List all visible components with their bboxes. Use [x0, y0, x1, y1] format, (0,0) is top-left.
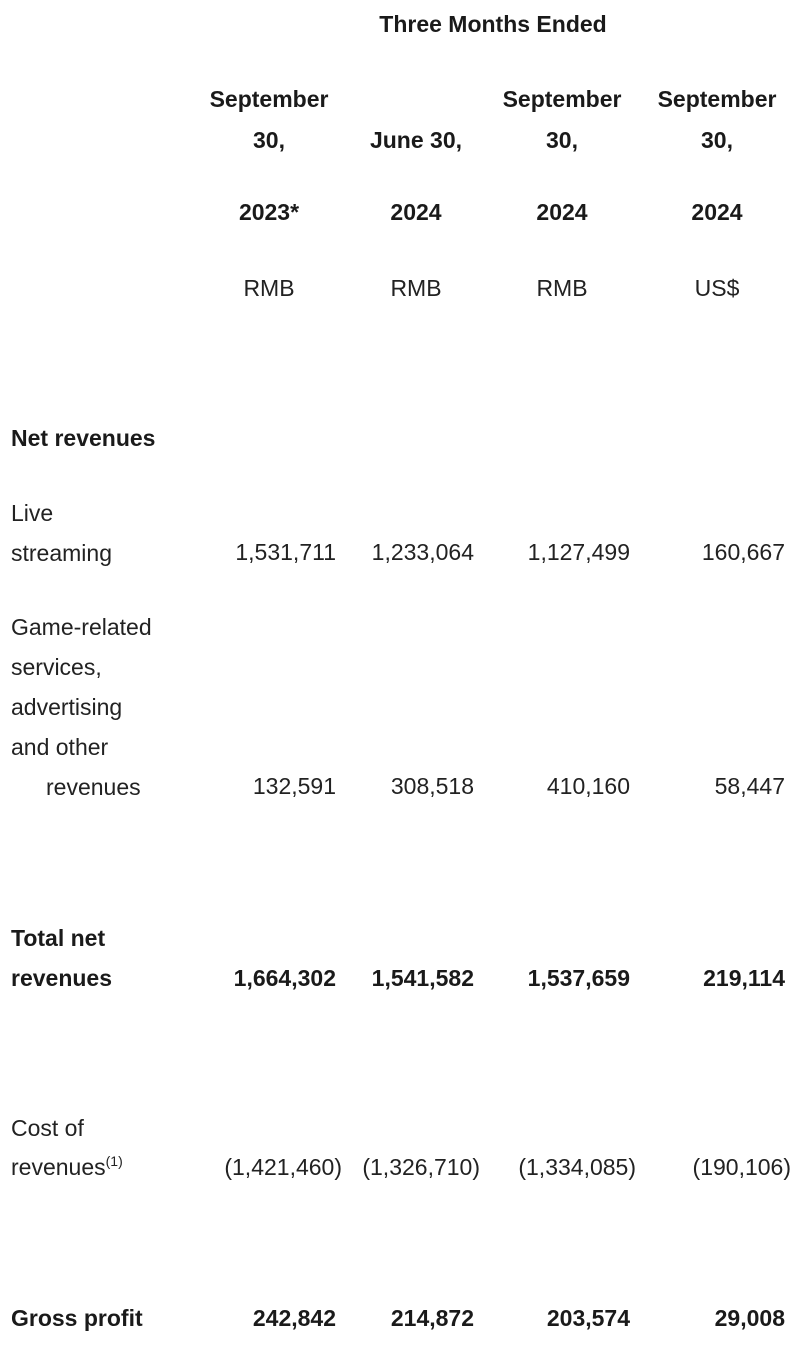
- live-streaming-label-line2: streaming: [11, 540, 112, 566]
- game-related-label-line2: services,: [11, 654, 102, 680]
- game-related-value-col3: 410,160: [546, 773, 630, 799]
- footnote-marker: (1): [105, 1153, 123, 1169]
- total-net-revenues-value-col1: 1,664,302: [233, 965, 336, 991]
- total-net-revenues-value-col3: 1,537,659: [527, 965, 630, 991]
- game-related-label-line1: Game-related: [11, 614, 152, 640]
- live-streaming-value-col1: 1,531,711: [235, 539, 336, 565]
- col3-header-line2: 30,: [546, 127, 578, 153]
- game-related-value-col1: 132,591: [252, 773, 336, 799]
- col2-header-line2: June 30,: [369, 127, 463, 153]
- col4-currency: US$: [694, 275, 740, 301]
- total-net-revenues-label-line2: revenues: [11, 965, 113, 991]
- cost-of-revenues-value-col1: (1,421,460): [224, 1154, 342, 1180]
- cost-of-revenues-label-line2: [11, 1147, 191, 1187]
- live-streaming-label-line1: Live: [11, 500, 54, 526]
- period-header: Three Months Ended: [379, 11, 607, 37]
- col1-header-line2: 30,: [253, 127, 285, 153]
- cost-of-revenues-value-col2: (1,326,710): [362, 1154, 480, 1180]
- total-net-revenues-value-col2: 1,541,582: [371, 965, 474, 991]
- gross-profit-label: Gross profit: [11, 1305, 143, 1331]
- col1-header-year: 2023*: [238, 199, 300, 225]
- live-streaming-value-col4: 160,667: [701, 539, 785, 565]
- gross-profit-value-col3: 203,574: [546, 1305, 630, 1331]
- col1-currency: RMB: [243, 275, 295, 301]
- game-related-label-line5: revenues: [46, 774, 141, 800]
- total-net-revenues-label-line1: Total net: [11, 925, 106, 951]
- total-net-revenues-value-col4: 219,114: [703, 965, 785, 991]
- col2-currency: RMB: [390, 275, 442, 301]
- col3-currency: RMB: [536, 275, 588, 301]
- live-streaming-value-col2: 1,233,064: [371, 539, 474, 565]
- col1-header-line1: September: [209, 86, 329, 112]
- game-related-value-col2: 308,518: [390, 773, 474, 799]
- cost-of-revenues-label-text: revenues: [11, 1154, 106, 1180]
- col4-header-year: 2024: [691, 199, 743, 225]
- col3-header-year: 2024: [536, 199, 588, 225]
- live-streaming-value-col3: 1,127,499: [527, 539, 630, 565]
- section-net-revenues: Net revenues: [11, 425, 156, 451]
- col2-header-year: 2024: [390, 199, 442, 225]
- col4-header-line2: 30,: [701, 127, 733, 153]
- cost-of-revenues-value-col3: (1,334,085): [518, 1154, 636, 1180]
- gross-profit-value-col2: 214,872: [390, 1305, 474, 1331]
- game-related-label-line4: and other: [11, 734, 109, 760]
- col3-header-line1: September: [502, 86, 622, 112]
- cost-of-revenues-label-line1: Cost of: [11, 1115, 84, 1141]
- game-related-value-col4: 58,447: [714, 773, 785, 799]
- col4-header-line1: September: [657, 86, 777, 112]
- gross-profit-value-col4: 29,008: [714, 1305, 785, 1331]
- game-related-label-line3: advertising: [11, 694, 123, 720]
- gross-profit-value-col1: 242,842: [252, 1305, 336, 1331]
- cost-of-revenues-value-col4: (190,106): [692, 1154, 791, 1180]
